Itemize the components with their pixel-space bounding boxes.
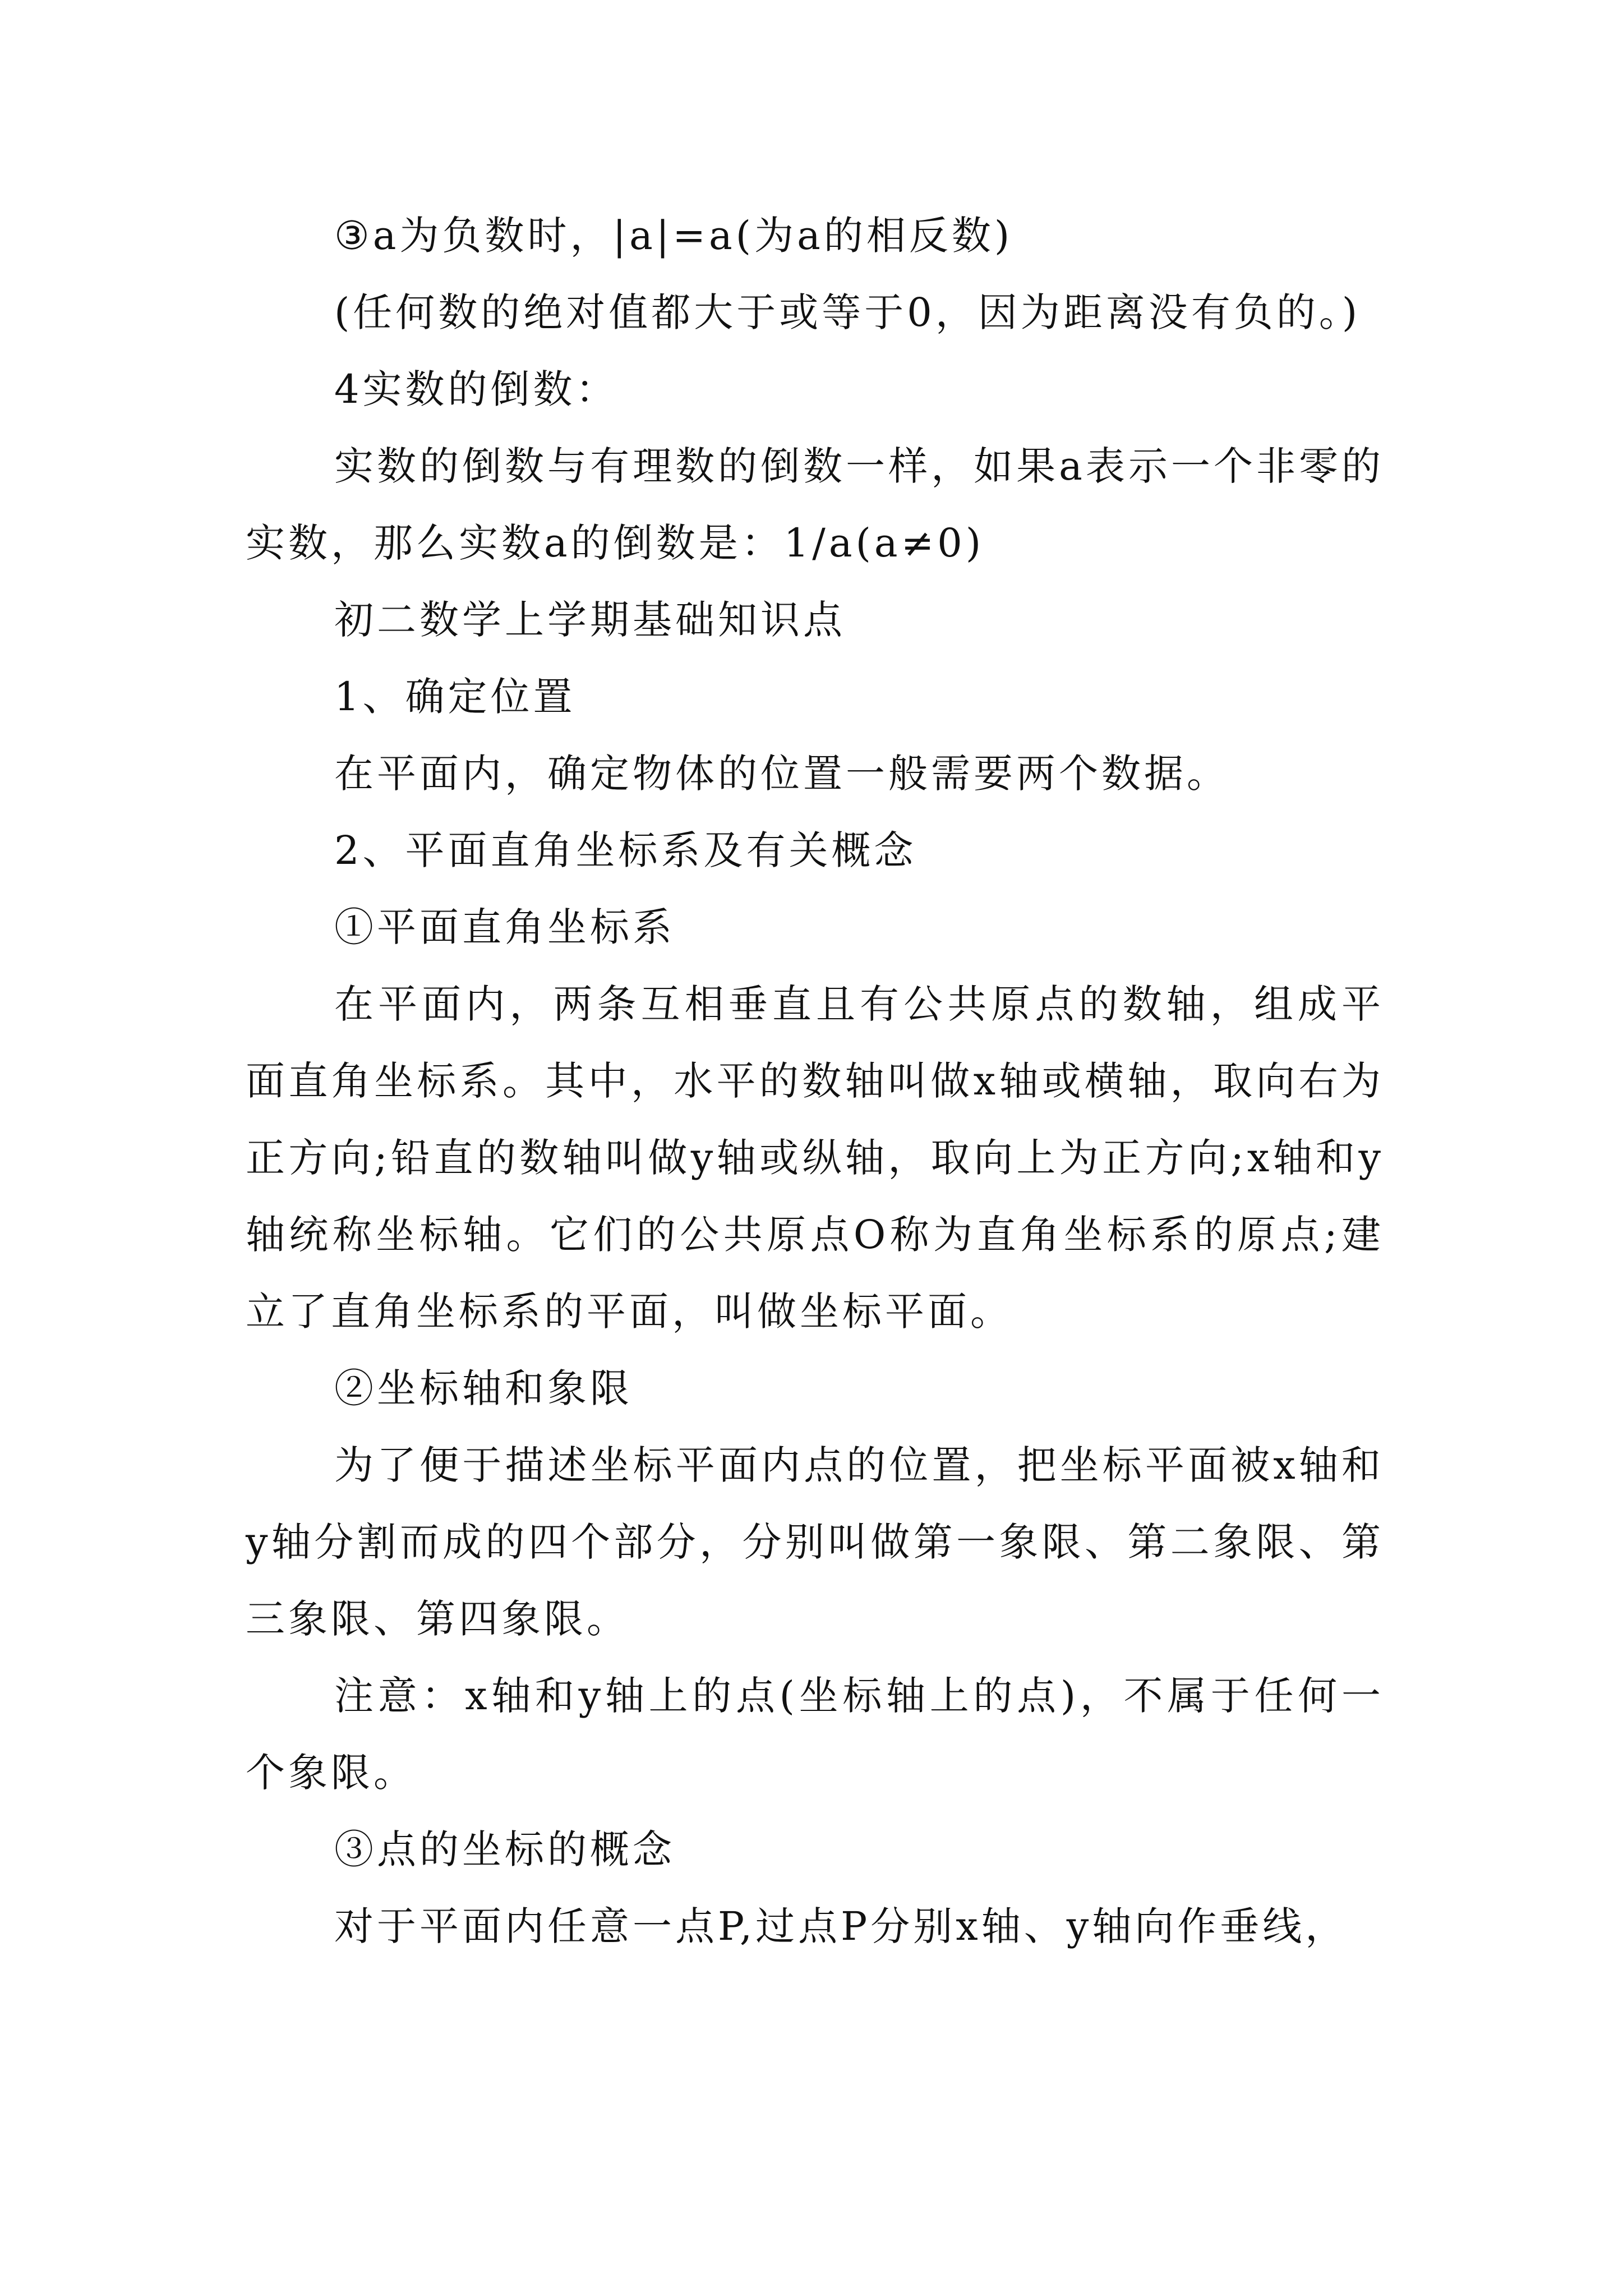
section-title-grade8-math: 初二数学上学期基础知识点 bbox=[334, 597, 846, 643]
document-body bbox=[246, 197, 1384, 1965]
paragraph-absolute-value-negative: ③a为负数时，|a|=a(为a的相反数) bbox=[334, 213, 1013, 259]
paragraph-cartesian-definition: 在平面内，两条互相垂直且有公共原点的数轴，组成平面直角坐标系。其中，水平的数轴叫做x轴或横轴，取向右为正方向;铅直的数轴叫做y轴或纵轴，取向上为正方向;x轴和y轴统称坐标轴。它们的公共原点O称为直角坐标系的原点;建立了直角坐标系的平面，叫做坐标平面。 bbox=[246, 981, 1384, 1335]
paragraph-absolute-value-note: (任何数的绝对值都大于或等于0，因为距离没有负的。) bbox=[334, 289, 1361, 335]
subheading-point-coordinates: ③点的坐标的概念 bbox=[334, 1826, 675, 1872]
paragraph-point-coordinates: 对于平面内任意一点P,过点P分别x轴、y轴向作垂线， bbox=[334, 1903, 1348, 1949]
paragraph-quadrants-definition: 为了便于描述坐标平面内点的位置，把坐标平面被x轴和y轴分割而成的四个部分，分别叫做第一象限、第二象限、第三象限、第四象限。 bbox=[246, 1442, 1384, 1642]
paragraph-axes-note: 注意：x轴和y轴上的点(坐标轴上的点)，不属于任何一个象限。 bbox=[246, 1673, 1384, 1796]
heading-coordinate-system: 2、平面直角坐标系及有关概念 bbox=[334, 827, 917, 873]
heading-determine-position: 1、确定位置 bbox=[334, 674, 576, 720]
paragraph-reciprocal-heading: 4实数的倒数： bbox=[334, 366, 619, 412]
subheading-cartesian-plane: ①平面直角坐标系 bbox=[334, 904, 675, 950]
paragraph-position-data: 在平面内，确定物体的位置一般需要两个数据。 bbox=[334, 751, 1229, 797]
paragraph-reciprocal-definition: 实数的倒数与有理数的倒数一样，如果a表示一个非零的实数，那么实数a的倒数是：1/a(a≠0) bbox=[246, 443, 1384, 566]
subheading-axes-quadrants: ②坐标轴和象限 bbox=[334, 1365, 633, 1411]
